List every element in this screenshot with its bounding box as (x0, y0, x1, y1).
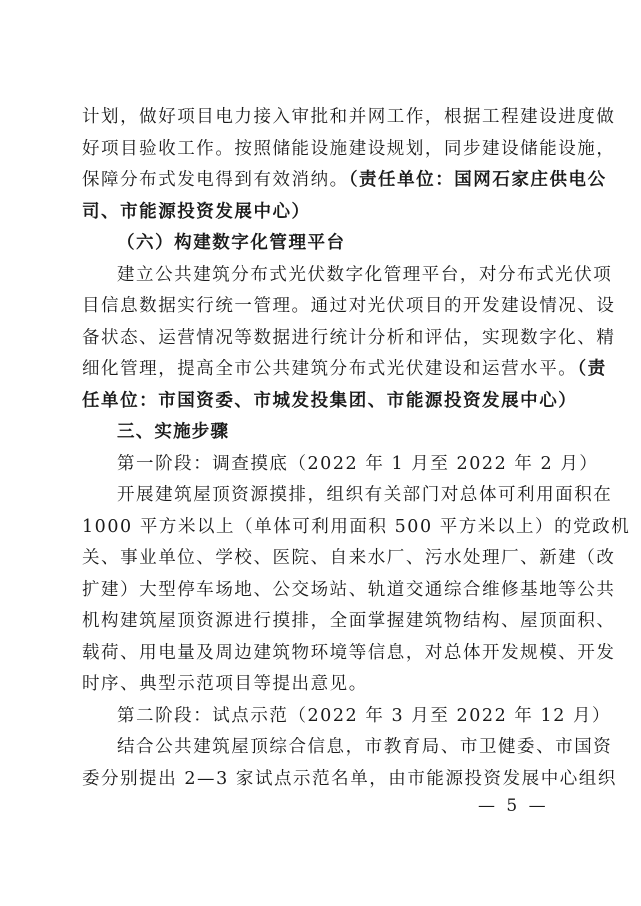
paragraph-line: 委分别提出 2—3 家试点示范名单，由市能源投资发展中心组织 (82, 768, 617, 789)
text-run: 细化管理，提高全市公共建筑分布式光伏建设和运营水平。 (82, 359, 578, 379)
section-heading-6: （六）构建数字化管理平台 (117, 233, 346, 253)
paragraph-line: 计划，做好项目电力接入审批和并网工作，根据工程建设进度做 (82, 107, 616, 127)
paragraph-line: 备状态、运营情况等数据进行统计分析和评估，实现数字化、精 (82, 327, 616, 348)
paragraph-line: 关、事业单位、学校、医院、自来水厂、污水处理厂、新建（改 (82, 548, 616, 568)
responsible-unit-text: （责任单位：国网石家庄供电公 (348, 170, 607, 190)
text-run: 保障分布式发电得到有效消纳。 (82, 170, 349, 190)
paragraph-line: 好项目验收工作。按照储能设施建设规划，同步建设储能设施， (82, 138, 616, 159)
paragraph-line: 目信息数据实行统一管理。通过对光伏项目的开发建设情况、设 (82, 296, 616, 316)
section-heading-3: 三、实施步骤 (117, 422, 230, 442)
paragraph-line (82, 165, 607, 197)
paragraph-line: 建立公共建筑分布式光伏数字化管理平台，对分布式光伏项 (117, 264, 613, 285)
paragraph-line: 时序、典型示范项目等提出意见。 (82, 674, 368, 694)
paragraph-line (82, 354, 607, 386)
page-number: — 5 — (478, 796, 549, 816)
paragraph-line: 载荷、用电量及周边建筑物环境等信息，对总体开发规模、开发 (82, 642, 616, 663)
responsible-unit-line: 司、市能源投资发展中心） (82, 201, 311, 222)
document-body (82, 102, 631, 795)
responsible-unit-text: （责 (577, 359, 607, 379)
paragraph-line: 扩建）大型停车场地、公交场站、轨道交通综合维修基地等公共 (82, 579, 616, 600)
phase-heading-1: 第一阶段：调查摸底（2022 年 1 月至 2022 年 2 月） (117, 453, 599, 474)
paragraph-line: 开展建筑屋顶资源摸排，组织有关部门对总体可利用面积在 (117, 485, 613, 505)
paragraph-line: 结合公共建筑屋顶综合信息，市教育局、市卫健委、市国资 (117, 737, 613, 757)
paragraph-line: 1000 平方米以上（单体可利用面积 500 平方米以上）的党政机 (82, 516, 631, 537)
responsible-unit-line: 任单位：市国资委、市城发投集团、市能源投资发展中心） (82, 390, 578, 411)
paragraph-line: 机构建筑屋顶资源进行摸排，全面掌握建筑物结构、屋顶面积、 (82, 611, 616, 631)
phase-heading-2: 第二阶段：试点示范（2022 年 3 月至 2022 年 12 月） (117, 705, 612, 726)
